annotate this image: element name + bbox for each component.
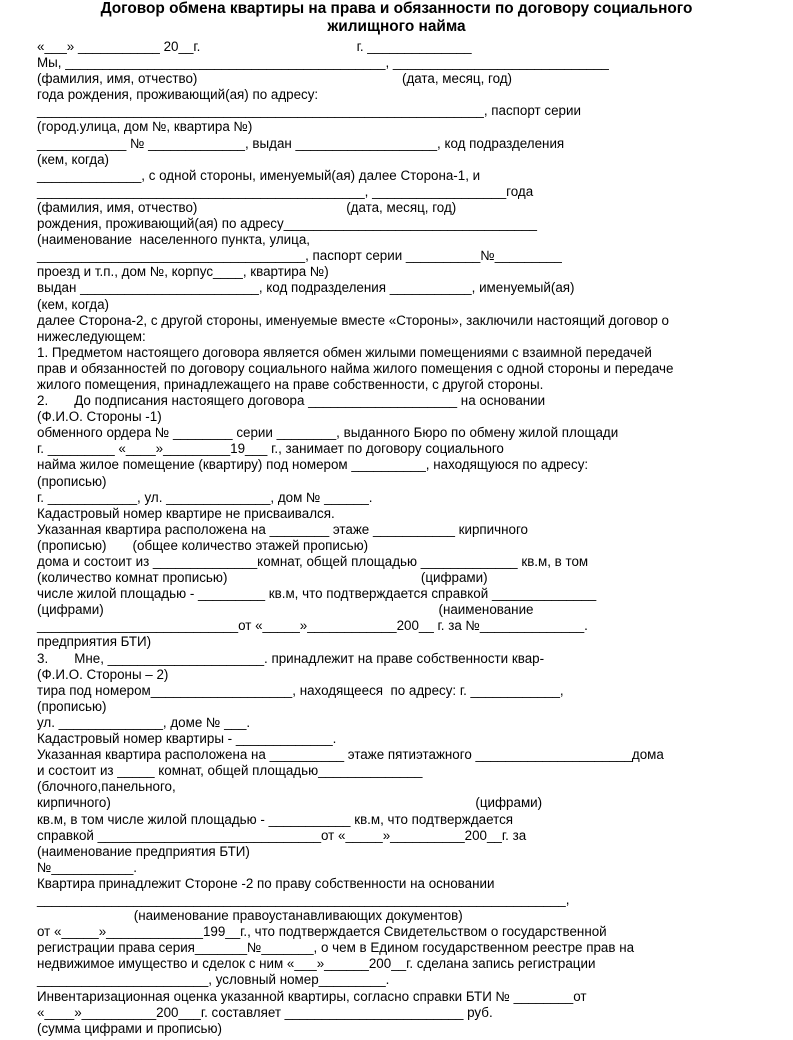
- text-line: (прописью): [37, 473, 107, 489]
- text-line: недвижимое имущество и сделок с ним «___»______200__г. сделана запись регистрации: [37, 956, 596, 972]
- text-line: г. ____________, ул. ______________, дом № ______.: [37, 489, 373, 505]
- text-line: (город.улица, дом №, квартира №): [37, 119, 253, 135]
- text-line: ____________ № _____________, выдан ___________________, код подразделения: [37, 135, 565, 151]
- text-line: (прописью) (общее количество этажей прописью): [37, 537, 369, 553]
- text-line: «___» ___________ 20__г. г. ______________: [37, 39, 472, 54]
- text-line: (фамилия, имя, отчество) (дата, месяц, год): [37, 199, 457, 215]
- text-line: (сумма цифрами и прописью): [37, 1020, 222, 1036]
- text-line: ____________________________________________________________, паспорт серии: [37, 103, 581, 119]
- text-line: предприятия БТИ): [37, 634, 152, 650]
- text-line: и состоит из _____ комнат, общей площадью______________: [37, 763, 423, 779]
- text-line: (наименование предприятия БТИ): [37, 843, 250, 859]
- text-line: Указанная квартира расположена на ________ этаже ___________ кирпичного: [37, 521, 528, 537]
- text-line: (наименование правоустанавливающих документов): [37, 908, 463, 924]
- text-line: ул. ______________, доме № ___.: [37, 714, 251, 730]
- text-line: (прописью): [37, 698, 107, 714]
- title-line-2: жилищного найма: [327, 18, 466, 35]
- text-line: ____________________________________, паспорт серии __________№_________: [37, 248, 562, 264]
- text-line: года рождения, проживающий(ая) по адресу:: [37, 87, 319, 103]
- text-line: от «_____»_____________199__г., что подтверждается Свидетельством о государственной: [37, 924, 607, 940]
- text-line: 2. До подписания настоящего договора ____________________ на основании: [37, 393, 546, 409]
- text-line: _______________________________________________________________________,: [37, 891, 570, 907]
- title-line-1: Договор обмена квартиры на права и обязанности по договору социального: [100, 0, 693, 17]
- text-line: Инвентаризационная оценка указанной квартиры, согласно справки БТИ № ________от: [37, 988, 587, 1004]
- text-line: (наименование населенного пункта, улица,: [37, 232, 310, 248]
- text-line: (цифрами) (наименование: [37, 602, 534, 618]
- text-line: Кадастровый номер квартире не присваивался.: [37, 505, 335, 521]
- text-line: «____»__________200___г. составляет ________________________ руб.: [37, 1004, 493, 1020]
- text-line: жилого помещения, принадлежащего на праве собственности, с другой стороны.: [37, 376, 544, 392]
- text-line: (кем, когда): [37, 296, 110, 312]
- text-line: нижеследующем:: [37, 328, 146, 344]
- document-title: [0, 0, 793, 36]
- text-line: (блочного,панельного,: [37, 779, 176, 795]
- text-line: найма жилое помещение (квартиру) под номером __________, находящуюся по адресу:: [37, 457, 589, 473]
- text-line: Кадастровый номер квартиры - _____________.: [37, 731, 337, 747]
- document-body: [37, 39, 777, 1037]
- text-line: регистрации права серия_______№_______, о чем в Едином государственном реестре прав на: [37, 940, 635, 956]
- text-line: ____________________________________________, __________________года: [37, 183, 534, 199]
- text-line: _______________________, условный номер_________.: [37, 972, 390, 988]
- text-line: ______________, с одной стороны, именуемый(ая) далее Сторона-1, и: [37, 167, 481, 183]
- text-line: ___________________________от «_____»____________200__ г. за №______________.: [37, 618, 588, 634]
- text-line: справкой ______________________________от «_____»__________200__г. за: [37, 827, 527, 843]
- text-line: кирпичного) (цифрами): [37, 795, 543, 811]
- text-line: Квартира принадлежит Стороне -2 по праву собственности на основании: [37, 875, 495, 891]
- text-line: (фамилия, имя, отчество) (дата, месяц, год): [37, 71, 513, 87]
- text-line: рождения, проживающий(ая) по адресу__________________________________: [37, 216, 537, 232]
- text-line: проезд и т.п., дом №, корпус____, квартира №): [37, 264, 329, 280]
- text-line: 3. Мне, _____________________. принадлежит на праве собственности квар-: [37, 650, 545, 666]
- text-line: обменного ордера № ________ серии ________, выданного Бюро по обмену жилой площади: [37, 425, 619, 441]
- text-line: (кем, когда): [37, 151, 110, 167]
- text-line: далее Сторона-2, с другой стороны, именуемые вместе «Стороны», заключили настоящий договор о: [37, 312, 670, 328]
- text-line: (Ф.И.О. Стороны -1): [37, 409, 162, 425]
- text-line: дома и состоит из ______________комнат, общей площадью _____________ кв.м, в том: [37, 554, 589, 569]
- text-line: числе жилой площадью - _________ кв.м, что подтверждается справкой ______________: [37, 586, 597, 602]
- text-line: прав и обязанностей по договору социального найма жилого помещения с одной стороны и передаче: [37, 360, 674, 376]
- text-line: (количество комнат прописью) (цифрами): [37, 570, 488, 586]
- text-line: кв.м, в том числе жилой площадью - ___________ кв.м, что подтверждается: [37, 811, 514, 827]
- text-line: 1. Предметом настоящего договора является обмен жилыми помещениями с взаимной передачей: [37, 344, 652, 360]
- text-line: тира под номером___________________, находящееся по адресу: г. ____________,: [37, 682, 564, 698]
- text-line: (Ф.И.О. Стороны – 2): [37, 666, 169, 682]
- text-line: г. _________ «____»_________19___ г., занимает по договору социального: [37, 441, 504, 457]
- text-line: Указанная квартира расположена на __________ этаже пятиэтажного _____________________дома: [37, 747, 664, 763]
- text-line: Мы, ___________________________________________, _____________________________: [37, 55, 609, 71]
- text-line: выдан ________________________, код подразделения ___________, именуемый(ая): [37, 280, 575, 296]
- text-line: №___________.: [37, 859, 138, 875]
